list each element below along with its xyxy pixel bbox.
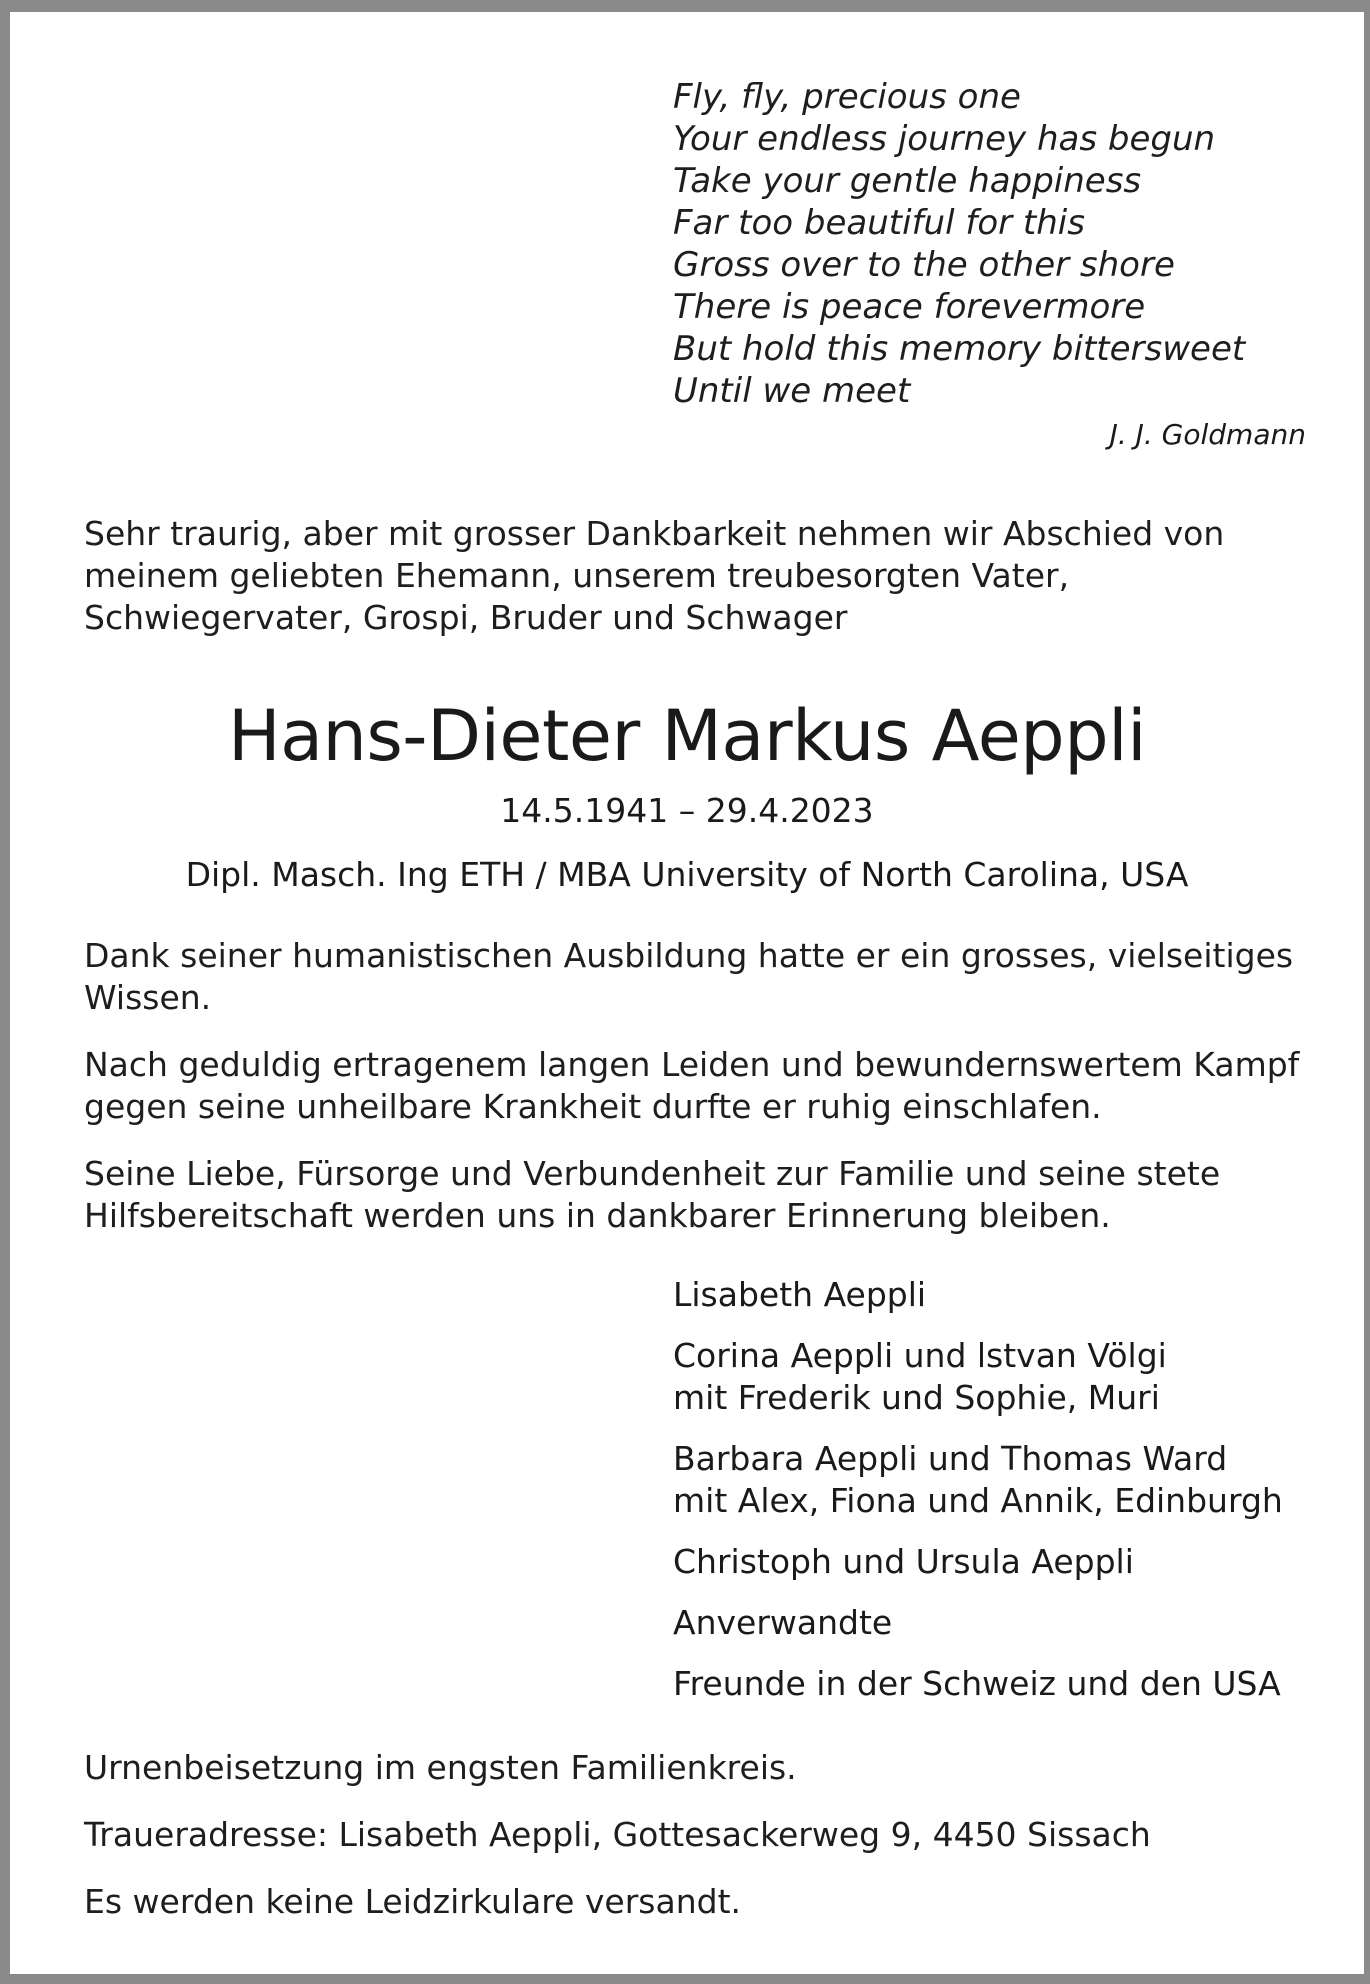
- mourner-entry: [673, 1274, 1323, 1316]
- poem-line: Take your gentle happiness: [673, 161, 1142, 201]
- deceased-name: Hans-Dieter Markus Aeppli: [227, 695, 1147, 777]
- mourner-line: Corina Aeppli und lstvan Völgi: [673, 1336, 1167, 1375]
- mourner-line: Christoph und Ursula Aeppli: [673, 1542, 1134, 1581]
- poem-line: Until we meet: [673, 371, 911, 411]
- mourner-line: mit Frederik und Sophie, Muri: [673, 1378, 1160, 1417]
- mourner-entry: [673, 1541, 1323, 1583]
- mourning-address: Traueradresse: Lisabeth Aeppli, Gottesackerweg 9, 4450 Sissach: [84, 1815, 1151, 1854]
- obituary-page: [10, 12, 1364, 1974]
- poem-line: Far too beautiful for this: [673, 203, 1085, 243]
- mourner-line: Lisabeth Aeppli: [673, 1275, 927, 1314]
- poem-line: There is peace forevermore: [673, 287, 1146, 327]
- no-circulars-note: Es werden keine Leidzirkulare versandt.: [84, 1882, 742, 1921]
- poem-line: Your endless journey has begun: [673, 119, 1216, 159]
- life-dates: 14.5.1941 – 29.4.2023: [500, 791, 874, 830]
- burial-note: Urnenbeisetzung im engsten Familienkreis.: [84, 1748, 797, 1787]
- poem-line: But hold this memory bittersweet: [673, 329, 1246, 369]
- mourners-list: [673, 1274, 1323, 1724]
- mourner-line: Barbara Aeppli und Thomas Ward: [673, 1439, 1228, 1478]
- academic-degree: Dipl. Masch. Ing ETH / MBA University of North Carolina, USA: [185, 855, 1189, 894]
- poem: [673, 76, 1305, 412]
- poem-line: Fly, fly, precious one: [673, 77, 1021, 117]
- poem-line: Gross over to the other shore: [673, 245, 1175, 285]
- paragraph-illness: Nach geduldig ertragenem langen Leiden und bewundernswertem Kampf gegen seine unheilbare Krankheit durfte er ruhig einschlafen.: [84, 1045, 1300, 1126]
- mourner-entry: [673, 1663, 1323, 1705]
- mourner-line: Freunde in der Schweiz und den USA: [673, 1664, 1281, 1703]
- mourner-line: mit Alex, Fiona und Annik, Edinburgh: [673, 1481, 1283, 1520]
- intro-text: Sehr traurig, aber mit grosser Dankbarkeit nehmen wir Abschied von meinem geliebten Ehemann, unserem treubesorgten Vater, Schwiegervater, Grospi, Bruder und Schwager: [84, 514, 1225, 637]
- mourner-entry: [673, 1438, 1323, 1522]
- mourner-line: Anverwandte: [673, 1603, 893, 1642]
- mourner-entry: [673, 1335, 1323, 1419]
- mourner-entry: [673, 1602, 1323, 1644]
- paragraph-education: Dank seiner humanistischen Ausbildung hatte er ein grosses, vielseitiges Wissen.: [84, 936, 1294, 1017]
- poem-author: J. J. Goldmann: [1109, 418, 1306, 451]
- paragraph-memory: Seine Liebe, Fürsorge und Verbundenheit zur Familie und seine stete Hilfsbereitschaft werden uns in dankbarer Erinnerung bleiben.: [84, 1154, 1221, 1235]
